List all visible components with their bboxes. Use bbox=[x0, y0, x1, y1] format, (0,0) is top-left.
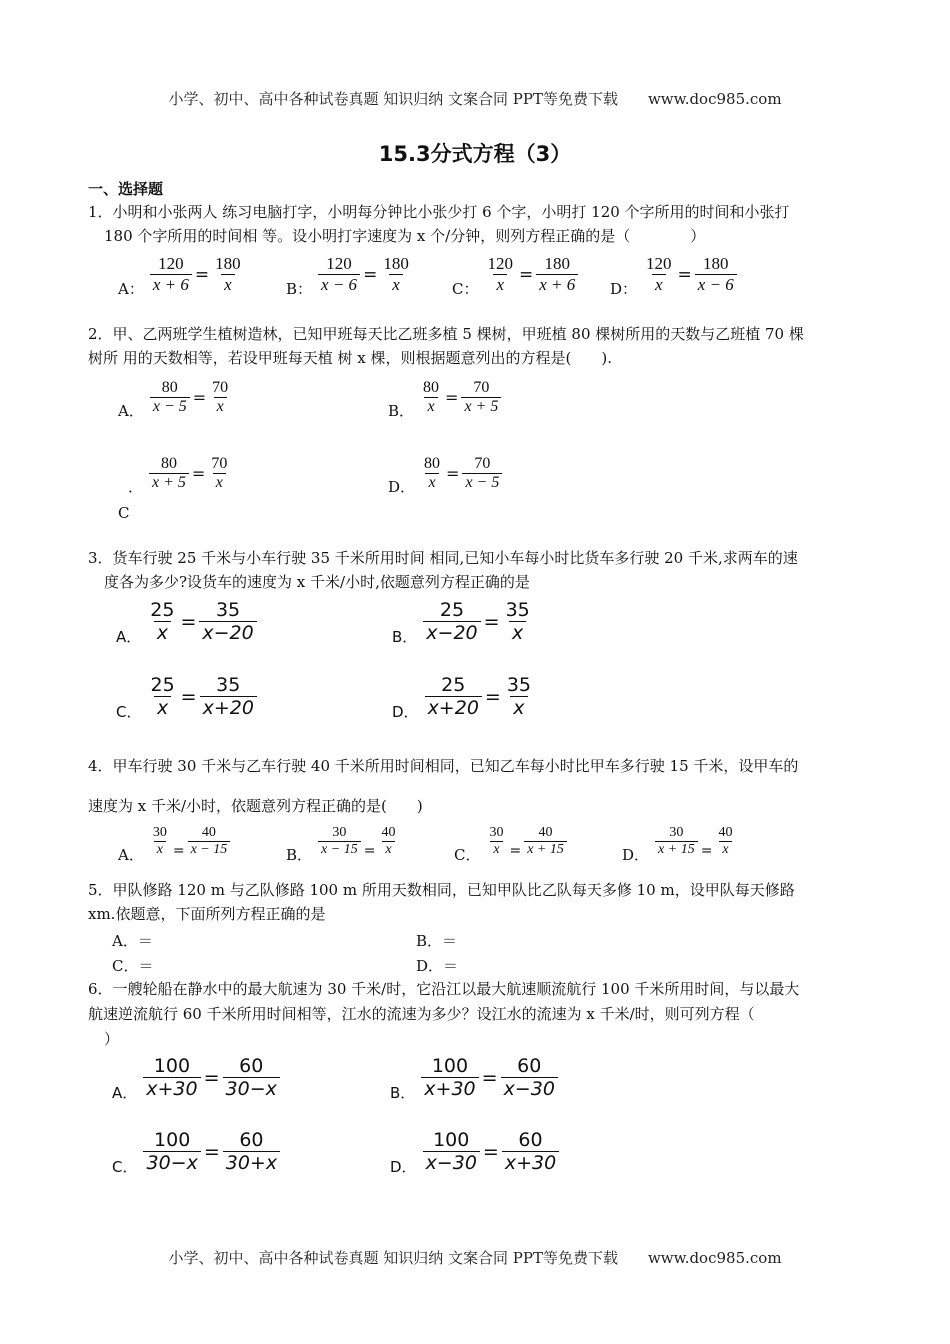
q3-option-d[interactable]: D． $\frac{25}{x+20}$ = $\frac{35}{x}$ bbox=[392, 671, 534, 722]
q4-option-d[interactable]: D． $\frac{30}{x + 15}$ = $\frac{40}{x}$ bbox=[622, 818, 735, 865]
q6-option-a-label: A． bbox=[112, 1084, 138, 1102]
q6-a-right-fraction: $\frac{60}{30-x}$ bbox=[223, 1055, 280, 1100]
q6-d-left-fraction: $\frac{100}{x-30}$ bbox=[423, 1129, 480, 1174]
q6-b-right-fraction: $\frac{60}{x-30}$ bbox=[501, 1055, 558, 1100]
question-3 bbox=[88, 546, 868, 594]
q4-d-left-fraction: $\frac{30}{x + 15}$ bbox=[655, 825, 698, 858]
q3-c-right-fraction: $\frac{35}{x+20}$ bbox=[200, 674, 257, 719]
q1-a-left-fraction: $\frac{120}{x + 6}$ bbox=[150, 254, 192, 295]
q1-option-b-label: B： bbox=[286, 280, 313, 298]
q2-option-d-label: D． bbox=[388, 478, 416, 496]
question-1 bbox=[88, 200, 868, 248]
q2-line2: 树所 用的天数相等，若设甲班每天植 树 x 棵，则根据题意列出的方程是( ). bbox=[88, 349, 613, 367]
q3-b-right-fraction: $\frac{35}{x}$ bbox=[505, 599, 530, 644]
q6-line2: 航速逆流航行 60 千米所用时间相等，江水的流速为多少？设江水的流速为 x 千米/时，则可列方程（ bbox=[88, 1005, 755, 1023]
q2-d-right-fraction: $\frac{70}{x - 5}$ bbox=[462, 455, 502, 492]
page-title: 15.3分式方程（3） bbox=[378, 142, 572, 166]
q3-line2: 度各为多少?设货车的速度为 x 千米/小时,依题意列方程正确的是 bbox=[104, 573, 530, 591]
q4-line1: 4．甲车行驶 30 千米与乙车行驶 40 千米所用时间相同，已知乙车每小时比甲车多行驶 15 千米，设甲车的 bbox=[88, 757, 799, 775]
q2-line1: 2．甲、乙两班学生植树造林，已知甲班每天比乙班多植 5 棵树，甲班植 80 棵树所用的天数与乙班植 70 棵 bbox=[88, 325, 804, 343]
q6-line3: ） bbox=[104, 1030, 120, 1048]
q6-c-left-fraction: $\frac{100}{30-x}$ bbox=[143, 1129, 200, 1174]
q2-a-right-fraction: $\frac{70}{x}$ bbox=[212, 379, 229, 415]
q6-option-a[interactable]: A． $\frac{100}{x+30}$ = $\frac{60}{30-x}$ bbox=[112, 1052, 280, 1103]
question-5 bbox=[88, 878, 868, 926]
q1-b-left-fraction: $\frac{120}{x - 6}$ bbox=[318, 254, 360, 295]
section-heading: 一、选择题 bbox=[88, 180, 164, 198]
question-2 bbox=[88, 322, 868, 370]
q2-b-left-fraction: $\frac{80}{x}$ bbox=[423, 379, 440, 415]
q3-option-a-label: A． bbox=[116, 628, 142, 646]
q4-option-c[interactable]: C． $\frac{30}{x}$ = $\frac{40}{x + 15}$ bbox=[454, 818, 567, 865]
q5-option-d[interactable]: D．＝ bbox=[416, 957, 459, 975]
q6-option-b[interactable]: B． $\frac{100}{x+30}$ = $\frac{60}{x-30}$ bbox=[390, 1052, 558, 1103]
q1-option-c[interactable]: C： $\frac{120}{x}$ = $\frac{180}{x + 6}$ bbox=[452, 250, 578, 299]
q3-option-c[interactable]: C． $\frac{25}{x}$ = $\frac{35}{x+20}$ bbox=[116, 671, 257, 722]
q3-a-left-fraction: $\frac{25}{x}$ bbox=[150, 599, 175, 644]
q4-option-b[interactable]: B． $\frac{30}{x - 15}$ = $\frac{40}{x}$ bbox=[286, 818, 398, 865]
q1-option-d-label: D： bbox=[610, 280, 638, 298]
q6-d-right-fraction: $\frac{60}{x+30}$ bbox=[502, 1129, 559, 1174]
q1-a-right-fraction: $\frac{180}{x}$ bbox=[215, 254, 241, 294]
q5-option-c[interactable]: C．＝ bbox=[112, 957, 154, 975]
q1-line1: 1．小明和小张两人 练习电脑打字，小明每分钟比小张少打 6 个字，小明打 120 个字所用的时间和小张打 bbox=[88, 203, 790, 221]
q2-option-b-label: B． bbox=[388, 402, 415, 420]
q4-option-d-label: D． bbox=[622, 846, 650, 864]
q3-d-right-fraction: $\frac{35}{x}$ bbox=[506, 674, 532, 719]
q6-option-c[interactable]: C． $\frac{100}{30-x}$ = $\frac{60}{30+x}$ bbox=[112, 1126, 280, 1177]
q4-line2: 速度为 x 千米/小时，依题意列方程正确的是( ) bbox=[88, 797, 423, 815]
q3-c-left-fraction: $\frac{25}{x}$ bbox=[150, 674, 175, 719]
q3-a-right-fraction: $\frac{35}{x-20}$ bbox=[199, 599, 256, 644]
question-6 bbox=[88, 977, 868, 1052]
q1-c-right-fraction: $\frac{180}{x + 6}$ bbox=[536, 254, 578, 295]
q3-option-d-label: D． bbox=[392, 703, 419, 721]
q3-option-b-label: B． bbox=[392, 628, 418, 646]
q1-d-right-fraction: $\frac{180}{x - 6}$ bbox=[695, 254, 737, 295]
page-header: 小学、初中、高中各种试卷真题 知识归纳 文案合同 PPT等免费下载 www.doc985.com bbox=[168, 90, 782, 108]
q2-b-right-fraction: $\frac{70}{x + 5}$ bbox=[461, 379, 501, 416]
question-4 bbox=[88, 746, 868, 826]
q4-c-right-fraction: $\frac{40}{x + 15}$ bbox=[524, 825, 567, 858]
q2-option-c[interactable]: ． $\frac{80}{x + 5}$ = $\frac{70}{x}$ bbox=[128, 450, 230, 497]
q6-option-d-label: D． bbox=[390, 1158, 417, 1176]
page-footer: 小学、初中、高中各种试卷真题 知识归纳 文案合同 PPT等免费下载 www.doc985.com bbox=[168, 1249, 782, 1267]
q3-option-c-label: C． bbox=[116, 703, 142, 721]
q4-a-left-fraction: $\frac{30}{x}$ bbox=[152, 825, 167, 857]
q6-option-d[interactable]: D． $\frac{100}{x-30}$ = $\frac{60}{x+30}$ bbox=[390, 1126, 559, 1177]
q2-option-c-letter: C bbox=[118, 504, 130, 522]
q1-b-right-fraction: $\frac{180}{x}$ bbox=[383, 254, 409, 294]
q2-a-left-fraction: $\frac{80}{x - 5}$ bbox=[150, 379, 190, 416]
q4-option-c-label: C． bbox=[454, 846, 481, 864]
q6-c-right-fraction: $\frac{60}{30+x}$ bbox=[223, 1129, 280, 1174]
q2-option-c-label: ． bbox=[128, 478, 144, 496]
q2-option-a-label: A． bbox=[118, 402, 144, 420]
q5-option-a[interactable]: A．＝ bbox=[112, 932, 153, 950]
q4-b-right-fraction: $\frac{40}{x}$ bbox=[381, 825, 396, 857]
q2-option-d[interactable]: D． $\frac{80}{x}$ = $\frac{70}{x - 5}$ bbox=[388, 450, 502, 497]
q6-option-c-label: C． bbox=[112, 1158, 138, 1176]
q4-b-left-fraction: $\frac{30}{x - 15}$ bbox=[318, 825, 361, 858]
q1-d-left-fraction: $\frac{120}{x}$ bbox=[646, 254, 672, 294]
q3-d-left-fraction: $\frac{25}{x+20}$ bbox=[425, 674, 482, 719]
q6-line1: 6．一艘轮船在静水中的最大航速为 30 千米/时，它沿江以最大航速顺流航行 100 千米所用时间，与以最大 bbox=[88, 980, 800, 998]
q4-d-right-fraction: $\frac{40}{x}$ bbox=[718, 825, 733, 857]
q6-option-b-label: B． bbox=[390, 1084, 416, 1102]
q1-line2: 180 个字所用的时间相 等。设小明打字速度为 x 个/分钟，则列方程正确的是（ ） bbox=[104, 227, 706, 245]
q1-c-left-fraction: $\frac{120}{x}$ bbox=[487, 254, 513, 294]
q3-line1: 3．货车行驶 25 千米与小车行驶 35 千米所用时间 相同,已知小车每小时比货车多行驶 20 千米,求两车的速 bbox=[88, 549, 798, 567]
q6-b-left-fraction: $\frac{100}{x+30}$ bbox=[421, 1055, 478, 1100]
q5-option-b[interactable]: B．＝ bbox=[416, 932, 458, 950]
q2-option-b[interactable]: B． $\frac{80}{x}$ = $\frac{70}{x + 5}$ bbox=[388, 374, 501, 421]
q2-option-a[interactable]: A． $\frac{80}{x - 5}$ = $\frac{70}{x}$ bbox=[118, 374, 231, 421]
q2-c-right-fraction: $\frac{70}{x}$ bbox=[211, 455, 228, 491]
q1-option-a[interactable]: A： $\frac{120}{x + 6}$ = $\frac{180}{x}$ bbox=[118, 250, 244, 299]
q2-c-left-fraction: $\frac{80}{x + 5}$ bbox=[149, 455, 189, 492]
q4-c-left-fraction: $\frac{30}{x}$ bbox=[489, 825, 504, 857]
q1-option-b[interactable]: B： $\frac{120}{x - 6}$ = $\frac{180}{x}$ bbox=[286, 250, 412, 299]
q4-option-a[interactable]: A． $\frac{30}{x}$ = $\frac{40}{x - 15}$ bbox=[118, 818, 230, 865]
q2-d-left-fraction: $\frac{80}{x}$ bbox=[424, 455, 441, 491]
q4-option-a-label: A． bbox=[118, 846, 144, 864]
q5-line1: 5．甲队修路 120 m 与乙队修路 100 m 所用天数相同，已知甲队比乙队每天多修 10 m，设甲队每天修路 bbox=[88, 881, 795, 899]
q1-option-a-label: A： bbox=[118, 280, 144, 298]
q3-option-b[interactable]: B． $\frac{25}{x-20}$ = $\frac{35}{x}$ bbox=[392, 596, 533, 647]
q5-line2: xm.依题意，下面所列方程正确的是 bbox=[88, 905, 326, 923]
q6-a-left-fraction: $\frac{100}{x+30}$ bbox=[143, 1055, 200, 1100]
q1-option-c-label: C： bbox=[452, 280, 479, 298]
q4-option-b-label: B． bbox=[286, 846, 313, 864]
q1-option-d[interactable]: D： $\frac{120}{x}$ = $\frac{180}{x - 6}$ bbox=[610, 250, 737, 299]
q4-a-right-fraction: $\frac{40}{x - 15}$ bbox=[188, 825, 231, 858]
q3-option-a[interactable]: A． $\frac{25}{x}$ = $\frac{35}{x-20}$ bbox=[116, 596, 257, 647]
q3-b-left-fraction: $\frac{25}{x-20}$ bbox=[423, 599, 480, 644]
